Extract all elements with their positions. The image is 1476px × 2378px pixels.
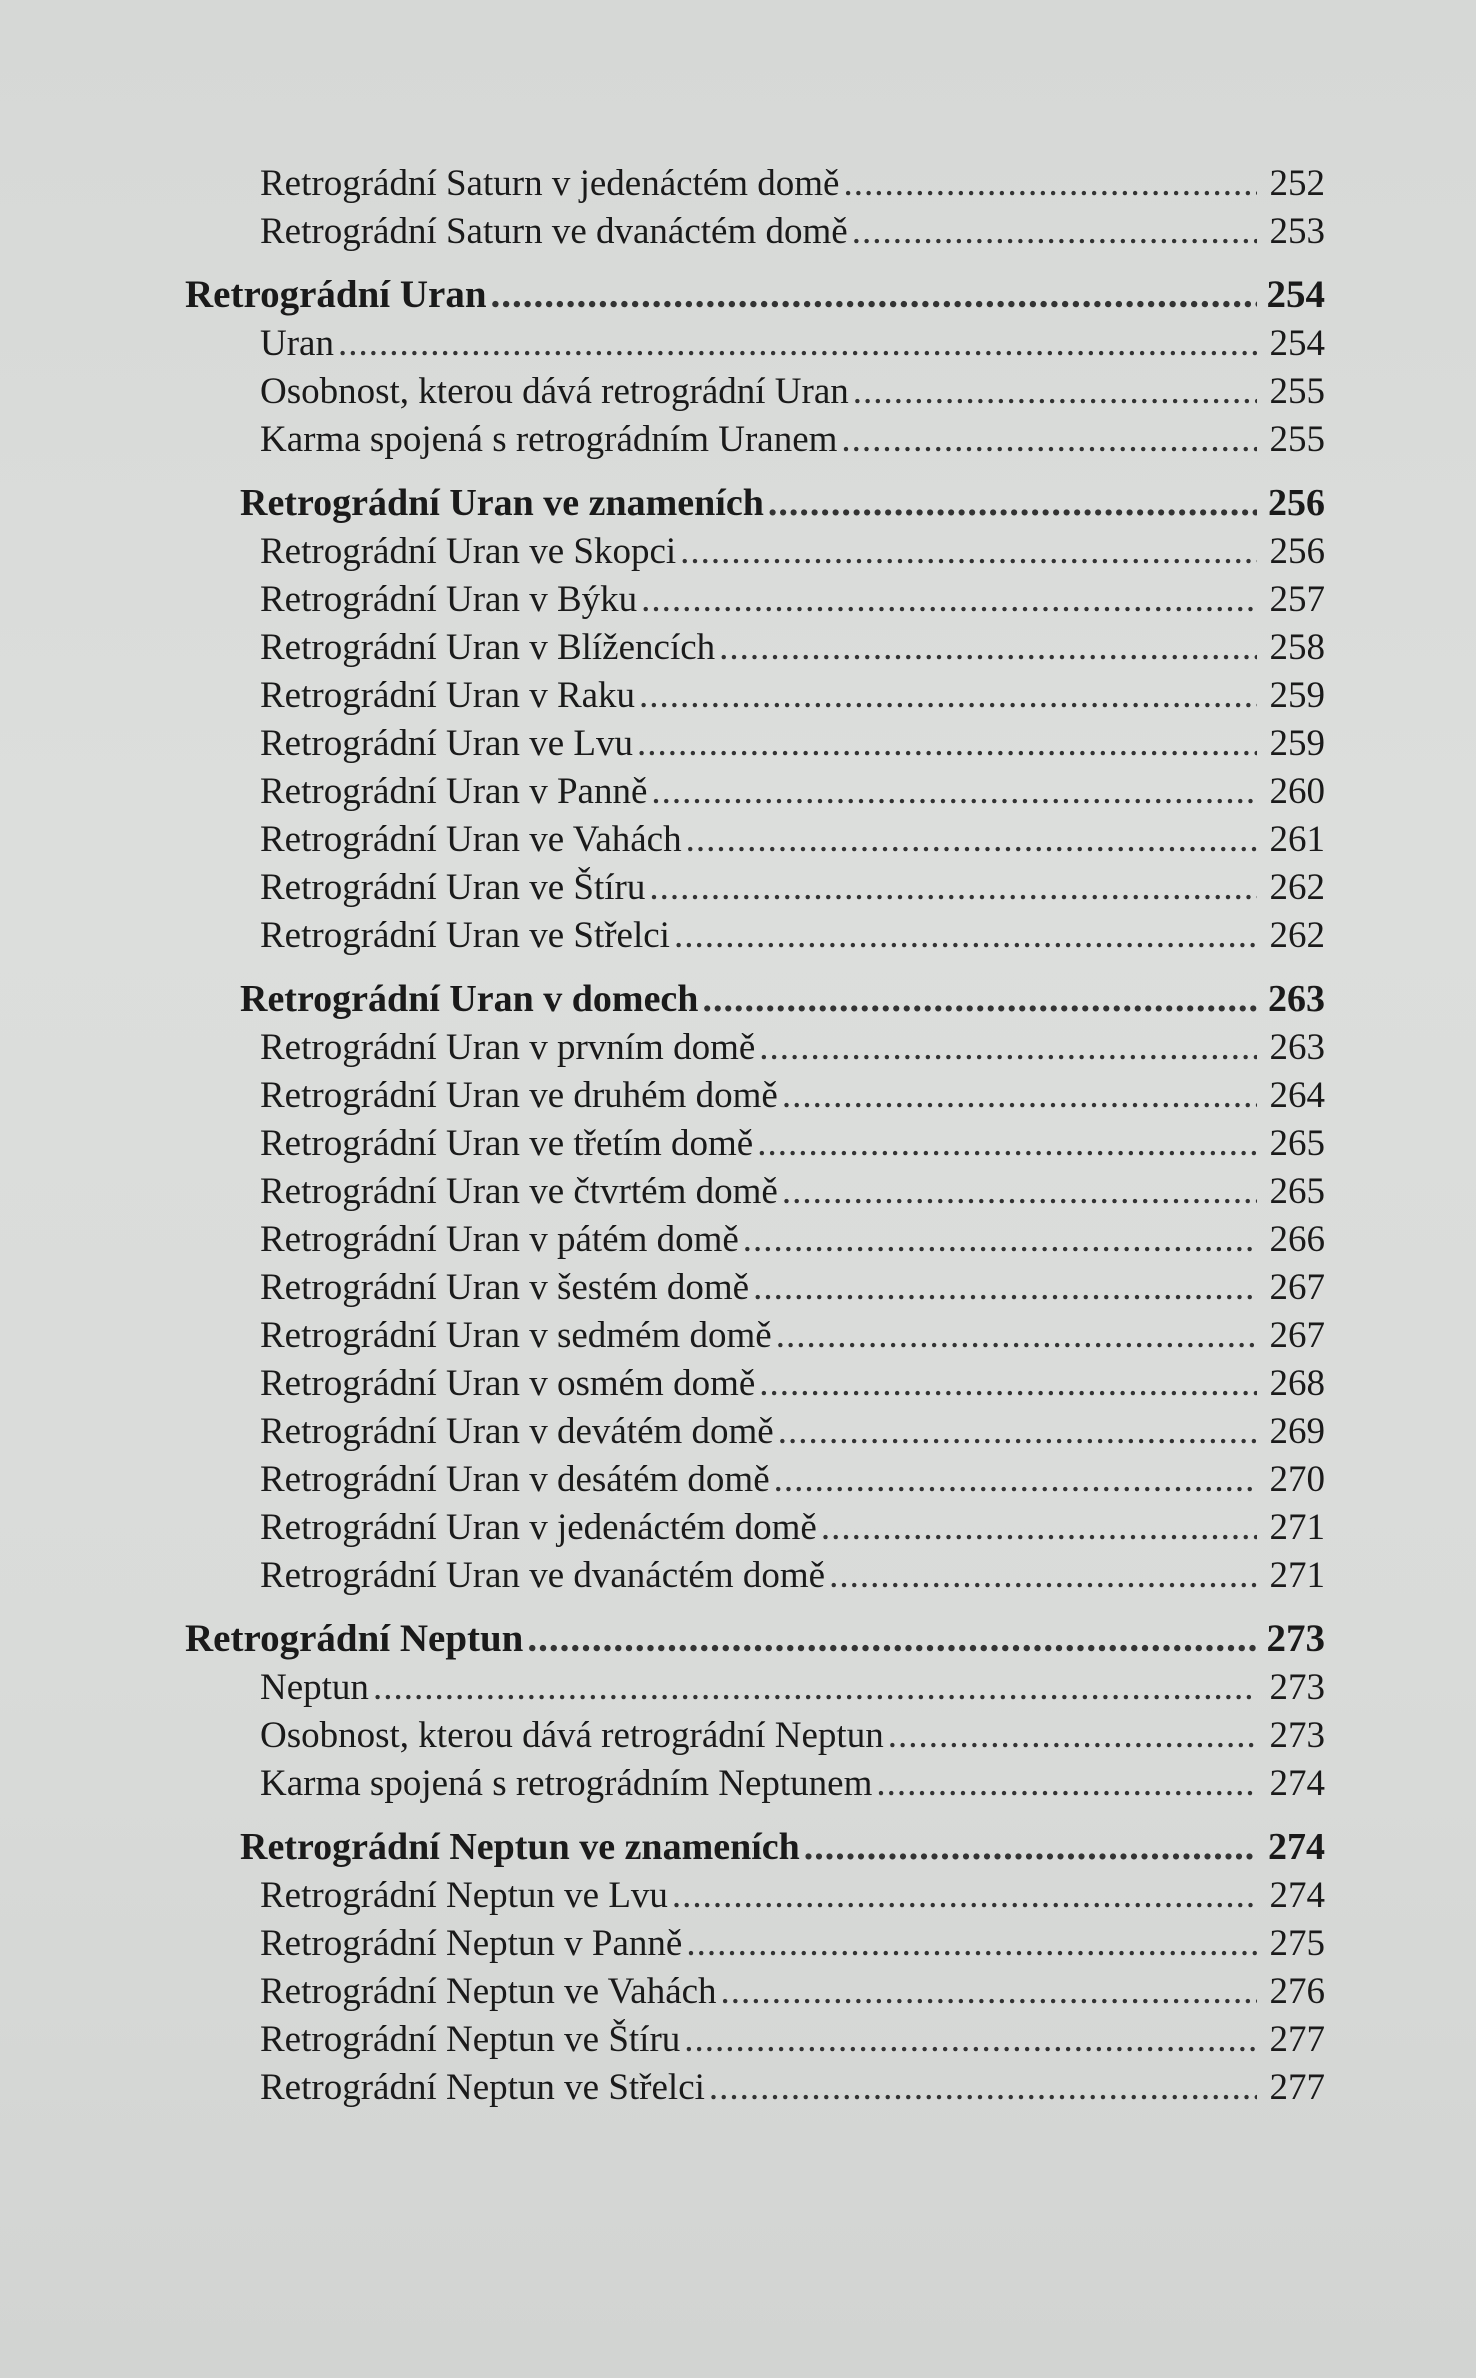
toc-entry — [185, 1968, 1325, 2016]
dot-leader — [672, 1872, 1257, 1920]
toc-section-label: Retrográdní Neptun ve znameních — [240, 1826, 800, 1868]
toc-entry — [185, 1120, 1325, 1168]
toc-page-number: 254 — [1266, 273, 1325, 316]
toc-entry — [185, 1920, 1325, 1968]
toc-entry-label: Retrográdní Uran v šestém domě — [260, 1267, 750, 1308]
toc-entry — [185, 208, 1325, 256]
toc-entry — [185, 1360, 1325, 1408]
toc-entry-label: Retrográdní Uran ve Skopci — [260, 531, 677, 572]
toc-chapter — [185, 1614, 1325, 1664]
dot-leader — [702, 974, 1257, 1024]
toc-page-number: 266 — [1269, 1219, 1325, 1260]
toc-entry — [185, 1024, 1325, 1072]
toc-entry-label: Karma spojená s retrográdním Uranem — [260, 419, 838, 460]
toc-entry — [185, 528, 1325, 576]
toc-entry-label: Retrográdní Uran ve třetím domě — [260, 1123, 754, 1164]
toc-page-number: 277 — [1269, 2019, 1325, 2060]
dot-leader — [338, 320, 1257, 368]
toc-entry — [185, 720, 1325, 768]
dot-leader — [649, 864, 1257, 912]
toc-page-number: 253 — [1269, 211, 1325, 252]
toc-page-number: 262 — [1269, 915, 1325, 956]
toc-entry — [185, 1408, 1325, 1456]
toc-entry-label: Retrográdní Uran v Blížencích — [260, 627, 716, 668]
toc-page-number: 271 — [1269, 1507, 1325, 1548]
toc-page-number: 256 — [1269, 531, 1325, 572]
dot-leader — [684, 2016, 1257, 2064]
dot-leader — [821, 1504, 1257, 1552]
toc-entry — [185, 416, 1325, 464]
toc-entry — [185, 1872, 1325, 1920]
dot-leader — [753, 1264, 1257, 1312]
toc-entry-label: Retrográdní Uran v Panně — [260, 771, 648, 812]
toc-entry-label: Retrográdní Uran v sedmém domě — [260, 1315, 772, 1356]
toc-page-number: 264 — [1269, 1075, 1325, 1116]
toc-page-number: 274 — [1268, 1826, 1325, 1868]
dot-leader — [852, 208, 1257, 256]
toc-entry — [185, 320, 1325, 368]
dot-leader — [641, 576, 1257, 624]
dot-leader — [527, 1614, 1257, 1664]
toc-section-label: Retrográdní Uran v domech — [240, 978, 699, 1020]
toc-page-number: 261 — [1269, 819, 1325, 860]
toc-entry — [185, 1072, 1325, 1120]
toc-entry — [185, 624, 1325, 672]
dot-leader — [804, 1822, 1257, 1872]
toc-page-number: 267 — [1269, 1267, 1325, 1308]
dot-leader — [719, 624, 1257, 672]
dot-leader — [651, 768, 1257, 816]
toc-page-number: 263 — [1269, 1027, 1325, 1068]
toc-entry-label: Retrográdní Uran v pátém domě — [260, 1219, 739, 1260]
toc-entry — [185, 2016, 1325, 2064]
toc-page-number: 258 — [1269, 627, 1325, 668]
toc-page-number: 254 — [1269, 323, 1325, 364]
toc-page-number: 274 — [1269, 1875, 1325, 1916]
toc-page-number: 263 — [1268, 978, 1325, 1020]
dot-leader — [757, 1120, 1257, 1168]
toc-chapter — [185, 270, 1325, 320]
toc-entry — [185, 912, 1325, 960]
toc-entry-label: Retrográdní Uran v jedenáctém domě — [260, 1507, 817, 1548]
toc-page-number: 275 — [1269, 1923, 1325, 1964]
dot-leader — [759, 1360, 1257, 1408]
toc-entry — [185, 816, 1325, 864]
toc-page-number: 255 — [1269, 371, 1325, 412]
dot-leader — [674, 912, 1257, 960]
toc-page-number: 265 — [1269, 1123, 1325, 1164]
toc-entry — [185, 864, 1325, 912]
toc-entry-label: Retrográdní Uran ve Střelci — [260, 915, 670, 956]
dot-leader — [782, 1168, 1257, 1216]
dot-leader — [743, 1216, 1257, 1264]
toc-entry-label: Retrográdní Neptun ve Střelci — [260, 2067, 705, 2108]
toc-entry — [185, 1264, 1325, 1312]
dot-leader — [768, 478, 1257, 528]
toc-page-number: 270 — [1269, 1459, 1325, 1500]
toc-chapter-label: Retrográdní Uran — [185, 273, 487, 316]
dot-leader — [841, 416, 1257, 464]
toc-page-number: 259 — [1269, 675, 1325, 716]
toc-page-number: 267 — [1269, 1315, 1325, 1356]
dot-leader — [491, 270, 1257, 320]
toc-page-number: 268 — [1269, 1363, 1325, 1404]
toc-entry-label: Retrográdní Uran ve dvanáctém domě — [260, 1555, 826, 1596]
toc-entry-label: Retrográdní Uran ve druhém domě — [260, 1075, 778, 1116]
toc-entry — [185, 368, 1325, 416]
toc-entry — [185, 576, 1325, 624]
dot-leader — [637, 720, 1257, 768]
toc-entry — [185, 1760, 1325, 1808]
dot-leader — [686, 1920, 1257, 1968]
dot-leader — [774, 1456, 1257, 1504]
dot-leader — [853, 368, 1257, 416]
toc-entry-label: Retrográdní Uran ve Lvu — [260, 723, 633, 764]
toc-entry — [185, 1504, 1325, 1552]
toc-entry-label: Retrográdní Saturn v jedenáctém domě — [260, 163, 840, 204]
dot-leader — [829, 1552, 1257, 1600]
dot-leader — [776, 1312, 1257, 1360]
toc-entry-label: Retrográdní Uran ve čtvrtém domě — [260, 1171, 778, 1212]
toc-page-number: 269 — [1269, 1411, 1325, 1452]
toc-entry — [185, 2064, 1325, 2112]
dot-leader — [759, 1024, 1257, 1072]
toc-entry-label: Retrográdní Neptun ve Štíru — [260, 2019, 681, 2060]
dot-leader — [843, 160, 1257, 208]
dot-leader — [709, 2064, 1257, 2112]
toc-entry-label: Retrográdní Uran ve Štíru — [260, 867, 646, 908]
toc-entry-label: Retrográdní Saturn ve dvanáctém domě — [260, 211, 848, 252]
toc-entry — [185, 160, 1325, 208]
toc-section — [185, 478, 1325, 528]
toc-entry — [185, 1664, 1325, 1712]
toc-section-label: Retrográdní Uran ve znameních — [240, 482, 764, 524]
toc-entry-label: Retrográdní Uran v Býku — [260, 579, 638, 620]
toc-entry — [185, 1552, 1325, 1600]
toc-entry — [185, 1456, 1325, 1504]
toc-entry-label: Retrográdní Uran ve Vahách — [260, 819, 682, 860]
toc-entry-label: Retrográdní Uran v desátém domě — [260, 1459, 770, 1500]
toc-page-number: 262 — [1269, 867, 1325, 908]
toc-entry-label: Retrográdní Neptun ve Vahách — [260, 1971, 717, 2012]
toc-entry-label: Neptun — [260, 1667, 369, 1708]
toc-page-number: 257 — [1269, 579, 1325, 620]
toc-entry — [185, 1216, 1325, 1264]
dot-leader — [782, 1072, 1257, 1120]
toc-entry-label: Osobnost, kterou dává retrográdní Uran — [260, 371, 849, 412]
toc-page-number: 252 — [1269, 163, 1325, 204]
toc-page-number: 273 — [1269, 1715, 1325, 1756]
dot-leader — [680, 528, 1257, 576]
dot-leader — [888, 1712, 1257, 1760]
toc-entry-label: Retrográdní Neptun v Panně — [260, 1923, 683, 1964]
toc-entry — [185, 672, 1325, 720]
toc-page-number: 273 — [1266, 1617, 1325, 1660]
toc-entry — [185, 1168, 1325, 1216]
toc-page-number: 256 — [1268, 482, 1325, 524]
toc-entry-label: Retrográdní Uran v Raku — [260, 675, 636, 716]
dot-leader — [778, 1408, 1257, 1456]
toc-entry-label: Retrográdní Neptun ve Lvu — [260, 1875, 668, 1916]
toc-entry-label: Uran — [260, 323, 334, 364]
dot-leader — [373, 1664, 1257, 1712]
toc-page-number: 260 — [1269, 771, 1325, 812]
toc-page-number: 255 — [1269, 419, 1325, 460]
toc-page-number: 259 — [1269, 723, 1325, 764]
toc-entry — [185, 1712, 1325, 1760]
toc-chapter-label: Retrográdní Neptun — [185, 1617, 524, 1660]
dot-leader — [721, 1968, 1257, 2016]
toc-entry-label: Retrográdní Uran v osmém domě — [260, 1363, 756, 1404]
toc-entry-label: Retrográdní Uran v prvním domě — [260, 1027, 756, 1068]
toc-entry-label: Karma spojená s retrográdním Neptunem — [260, 1763, 873, 1804]
dot-leader — [876, 1760, 1257, 1808]
toc-page-number: 271 — [1269, 1555, 1325, 1596]
dot-leader — [686, 816, 1257, 864]
toc-page-number: 265 — [1269, 1171, 1325, 1212]
toc-entry — [185, 768, 1325, 816]
toc-entry — [185, 1312, 1325, 1360]
toc-page-number: 274 — [1269, 1763, 1325, 1804]
toc-page-number: 276 — [1269, 1971, 1325, 2012]
toc-page-number: 273 — [1269, 1667, 1325, 1708]
table-of-contents — [185, 160, 1325, 2112]
dot-leader — [639, 672, 1257, 720]
toc-page-number: 277 — [1269, 2067, 1325, 2108]
toc-section — [185, 974, 1325, 1024]
toc-entry-label: Retrográdní Uran v devátém domě — [260, 1411, 774, 1452]
toc-entry-label: Osobnost, kterou dává retrográdní Neptun — [260, 1715, 884, 1756]
toc-section — [185, 1822, 1325, 1872]
